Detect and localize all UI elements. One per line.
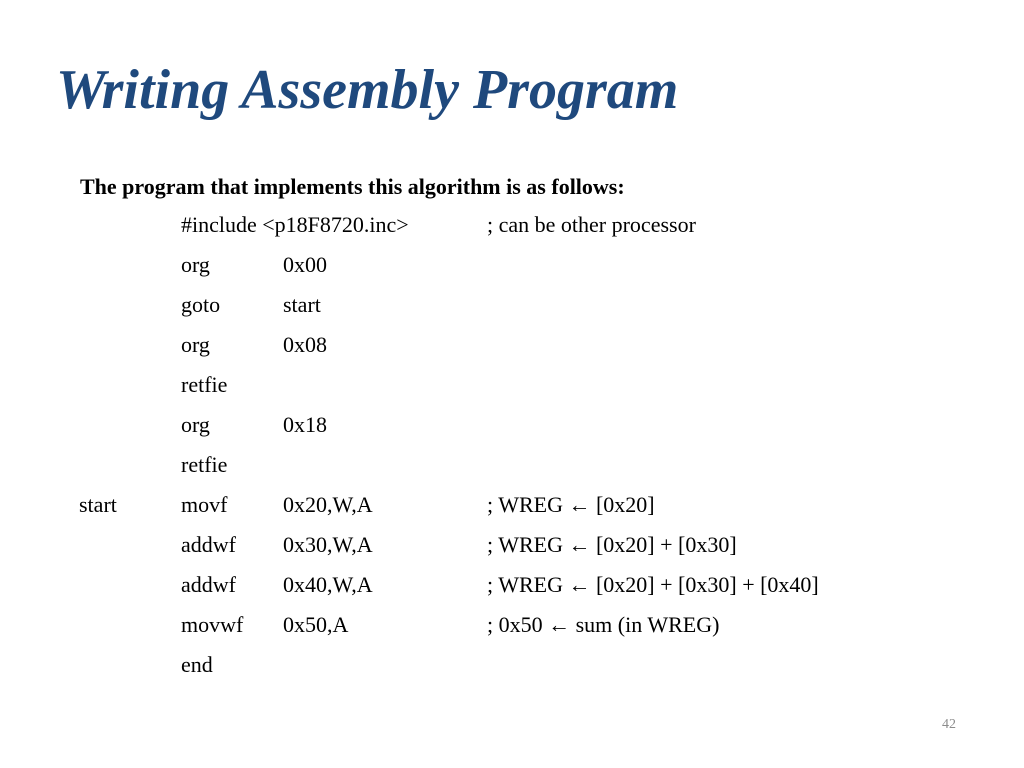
code-operand: 0x20,W,A	[283, 492, 373, 517]
code-comment: ; WREG ← [0x20] + [0x30] + [0x40]	[487, 572, 819, 597]
code-mnemonic: retfie	[181, 372, 228, 397]
code-mnemonic: end	[181, 652, 213, 677]
code-mnemonic: org	[181, 412, 210, 437]
code-mnemonic: addwf	[181, 572, 236, 597]
code-operand: 0x30,W,A	[283, 532, 373, 557]
code-line	[0, 528, 1024, 562]
code-operand: 0x50,A	[283, 612, 349, 637]
code-operand: 0x00	[283, 252, 327, 277]
code-line	[0, 568, 1024, 602]
include-comment: ; can be other processor	[487, 212, 696, 237]
code-comment: ; WREG ← [0x20]	[487, 492, 655, 517]
code-mnemonic: org	[181, 252, 210, 277]
code-mnemonic: retfie	[181, 452, 228, 477]
code-mnemonic: movwf	[181, 612, 244, 637]
code-mnemonic: org	[181, 332, 210, 357]
include-directive: #include <p18F8720.inc>	[181, 212, 409, 237]
page-number: 42	[942, 717, 956, 732]
code-operand: start	[283, 292, 321, 317]
code-operand: 0x40,W,A	[283, 572, 373, 597]
code-comment: ; WREG ← [0x20] + [0x30]	[487, 532, 737, 557]
slide-title: Writing Assembly Program	[56, 59, 679, 121]
code-operand: 0x08	[283, 332, 327, 357]
code-line	[0, 328, 1024, 362]
code-line	[0, 608, 1024, 642]
code-operand: 0x18	[283, 412, 327, 437]
code-line	[0, 288, 1024, 322]
code-mnemonic: goto	[181, 292, 221, 317]
code-line-include	[0, 208, 1024, 242]
code-line	[0, 248, 1024, 282]
code-line	[0, 648, 1024, 682]
code-line	[0, 488, 1024, 522]
code-label: start	[79, 492, 117, 517]
code-line	[0, 448, 1024, 482]
code-comment: ; 0x50 ← sum (in WREG)	[487, 612, 720, 637]
code-line	[0, 408, 1024, 442]
code-mnemonic: movf	[181, 492, 228, 517]
intro-text: The program that implements this algorithm is as follows:	[80, 174, 625, 199]
code-line	[0, 368, 1024, 402]
code-mnemonic: addwf	[181, 532, 236, 557]
